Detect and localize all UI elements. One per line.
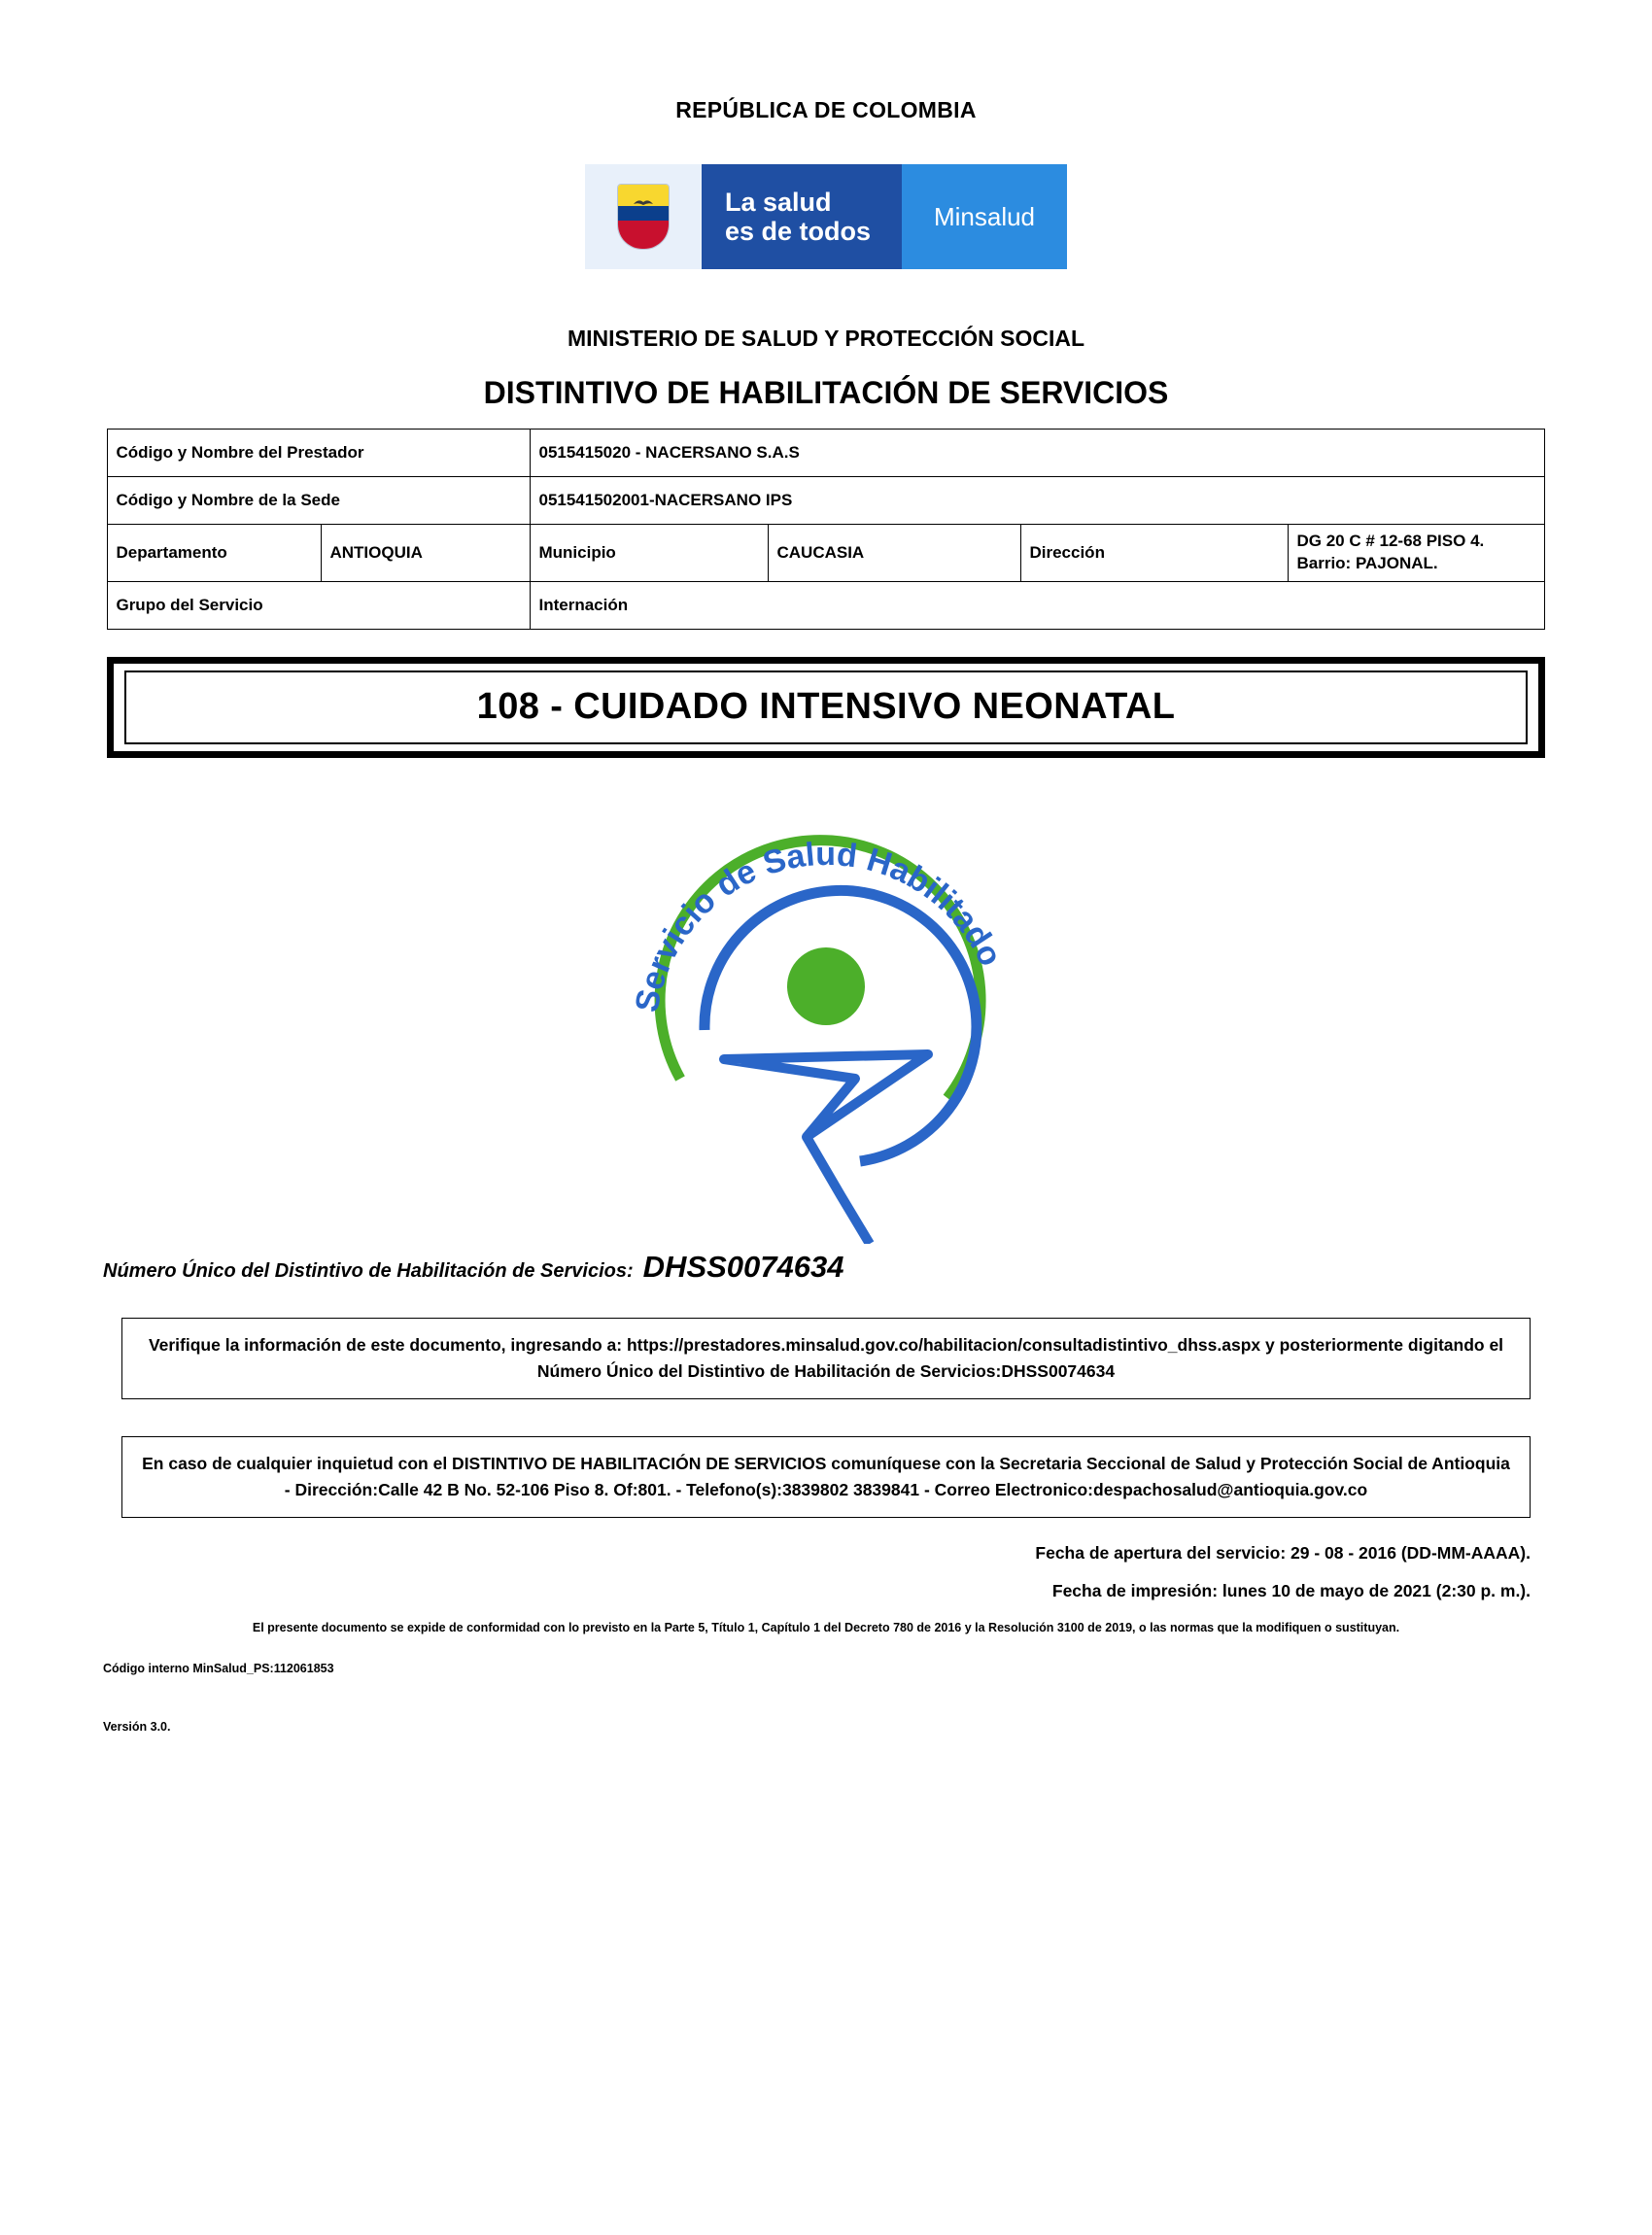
logo-slogan: [702, 164, 902, 269]
unique-number: [103, 1250, 1652, 1285]
version-label: Versión 3.0.: [103, 1720, 171, 1735]
site-label: Código y Nombre de la Sede: [108, 477, 531, 525]
provider-info-table: [107, 429, 1544, 630]
legal-note: El presente documento se expide de conformidad con lo previsto en la Parte 5, Título 1, Capítulo 1 del Decreto 780 de 2016 y la Resolución 3100 de 2019, o las normas que la modifiquen o sustituyan.: [252, 1621, 1400, 1635]
provider-value: 0515415020 - NACERSANO S.A.S: [531, 430, 1544, 477]
internal-code: Código interno MinSalud_PS:112061853: [103, 1662, 334, 1676]
address-label: Dirección: [1021, 525, 1289, 582]
service-banner: [107, 657, 1545, 758]
republic-title: REPÚBLICA DE COLOMBIA: [675, 97, 977, 122]
ministry-title: MINISTERIO DE SALUD Y PROTECCIÓN SOCIAL: [567, 326, 1085, 351]
department-label: Departamento: [108, 525, 322, 582]
logo-shield-area: [585, 164, 702, 269]
municipality-value: CAUCASIA: [769, 525, 1021, 582]
seal: [0, 787, 1652, 1244]
page-title: DISTINTIVO DE HABILITACIÓN DE SERVICIOS: [483, 375, 1169, 410]
contact-box: En caso de cualquier inquietud con el DISTINTIVO DE HABILITACIÓN DE SERVICIOS comuníquese con la Secretaria Seccional de Salud y Protección Social de Antioquia - Dirección:Calle 42 B No. 52-106 Piso 8. Of:801. - Telefono(s):3839802 3839841 - Correo Electronico:despachosalud@antioquia.gov.co: [121, 1436, 1531, 1518]
verify-box: Verifique la información de este documento, ingresando a: https://prestadores.minsalud.gov.co/habilitacion/consultadistintivo_dhss.aspx y posteriormente digitando el Número Único del Distintivo de Habilitación de Servicios:DHSS0074634: [121, 1318, 1531, 1399]
department-value: ANTIOQUIA: [322, 525, 531, 582]
table-row: [108, 430, 1544, 477]
logo-slogan-line2: es de todos: [725, 217, 872, 246]
logo-slogan-line1: La salud: [725, 187, 832, 217]
condor-icon: [633, 196, 654, 212]
site-value: 051541502001-NACERSANO IPS: [531, 477, 1544, 525]
unique-number-value: DHSS0074634: [642, 1249, 844, 1284]
colombia-coat-of-arms-icon: [617, 184, 670, 250]
address-value: DG 20 C # 12-68 PISO 4. Barrio: PAJONAL.: [1289, 525, 1544, 582]
municipality-label: Municipio: [531, 525, 769, 582]
table-row: [108, 525, 1544, 582]
table-row: [108, 581, 1544, 629]
service-banner-text: 108 - CUIDADO INTENSIVO NEONATAL: [124, 670, 1528, 744]
minsalud-logo: [0, 164, 1652, 269]
service-group-label: Grupo del Servicio: [108, 581, 531, 629]
health-service-seal-icon: [598, 787, 1054, 1244]
unique-number-label: Número Único del Distintivo de Habilitación de Servicios:: [103, 1259, 634, 1282]
document-page: [0, 97, 1652, 2235]
table-row: [108, 477, 1544, 525]
opening-date: Fecha de apertura del servicio: 29 - 08 - 2016 (DD-MM-AAAA).: [1035, 1543, 1531, 1564]
provider-label: Código y Nombre del Prestador: [108, 430, 531, 477]
service-group-value: Internación: [531, 581, 1544, 629]
logo-brand: Minsalud: [902, 164, 1067, 269]
dates-block: [121, 1543, 1531, 1601]
printing-date: Fecha de impresión: lunes 10 de mayo de 2021 (2:30 p. m.).: [1051, 1581, 1531, 1601]
svg-text:Servicio de Salud Habilitado: Servicio de Salud Habilitado: [628, 835, 1010, 1015]
